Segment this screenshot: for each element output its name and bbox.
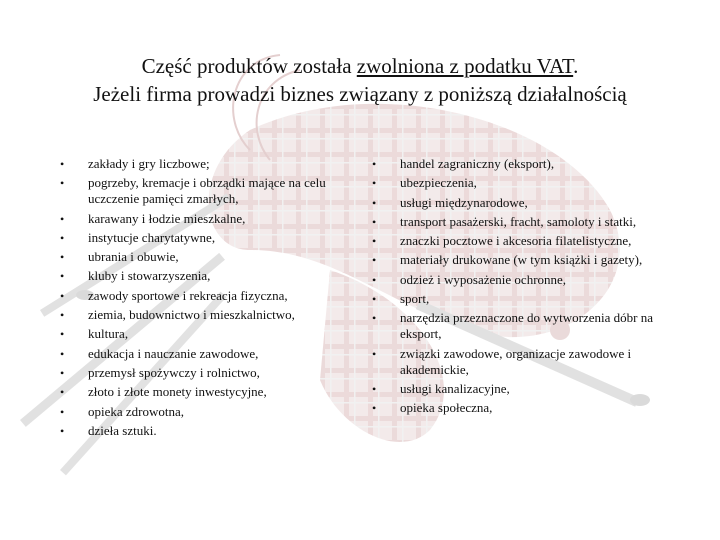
- bullet-icon: •: [372, 195, 377, 210]
- list-item-text: przemysł spożywczy i rolnictwo,: [88, 364, 260, 380]
- list-item: [372, 381, 690, 397]
- list-item: [372, 346, 690, 378]
- list-item-text: instytucje charytatywne,: [88, 229, 216, 245]
- list-item-text: ubezpieczenia,: [400, 175, 477, 191]
- list-item-text: opieka zdrowotna,: [88, 403, 185, 419]
- right-exempt-list: [372, 156, 690, 420]
- bullet-icon: •: [60, 269, 65, 284]
- list-item: [60, 288, 350, 304]
- bullet-icon: •: [60, 211, 65, 226]
- list-item-text: złoto i złote monety inwestycyjne,: [88, 384, 267, 400]
- list-item: [60, 156, 350, 172]
- list-item-text: odzież i wyposażenie ochronne,: [400, 271, 567, 287]
- list-item: [60, 384, 350, 400]
- list-item: [60, 268, 350, 284]
- list-item: [372, 400, 690, 416]
- bullet-icon: •: [60, 230, 65, 245]
- bullet-icon: •: [60, 404, 65, 419]
- list-item: [60, 404, 350, 420]
- title-line-1: [0, 52, 720, 80]
- list-item-text: narzędzia przeznaczone do wytworzenia dóbr na eksport,: [400, 310, 653, 342]
- title-vat-exemption-underlined: zwolniona z podatku VAT: [356, 54, 574, 78]
- list-item: [60, 346, 350, 362]
- list-item-text: materiały drukowane (w tym książki i gazety),: [400, 252, 643, 268]
- bullet-icon: •: [60, 365, 65, 380]
- bullet-icon: •: [372, 253, 377, 268]
- list-item: [60, 230, 350, 246]
- list-item: [372, 233, 690, 249]
- bullet-icon: •: [60, 176, 65, 191]
- list-item: [372, 156, 690, 172]
- list-item-text: znaczki pocztowe i akcesoria filatelistyczne,: [400, 233, 632, 249]
- list-item: [372, 272, 690, 288]
- list-item-text: opieka społeczna,: [400, 400, 493, 416]
- list-item-text: transport pasażerski, fracht, samoloty i statki,: [400, 213, 637, 229]
- list-item: [372, 310, 690, 342]
- title-line-2: Jeżeli firma prowadzi biznes związany z poniższą działalnością: [93, 82, 627, 106]
- list-item: [372, 214, 690, 230]
- bullet-icon: •: [372, 157, 377, 171]
- list-item: [60, 326, 350, 342]
- list-item: [372, 195, 690, 211]
- bullet-icon: •: [372, 176, 377, 191]
- list-item: [372, 291, 690, 307]
- list-item: [60, 307, 350, 323]
- list-item-text: kultura,: [88, 326, 129, 342]
- bullet-icon: •: [372, 272, 377, 287]
- list-item-text: karawany i łodzie mieszkalne,: [88, 210, 246, 226]
- bullet-icon: •: [60, 288, 65, 303]
- list-item-text: sport,: [400, 291, 430, 307]
- bullet-icon: •: [60, 346, 65, 361]
- title-line-1-end: .: [573, 54, 579, 78]
- list-item-text: kluby i stowarzyszenia,: [88, 268, 211, 284]
- list-item: [60, 365, 350, 381]
- bullet-icon: •: [60, 157, 65, 171]
- list-item-text: usługi kanalizacyjne,: [400, 380, 510, 396]
- list-item-text: usługi międzynarodowe,: [400, 194, 528, 210]
- bullet-icon: •: [372, 292, 377, 307]
- slide-title: [0, 52, 720, 108]
- list-item-text: zakłady i gry liczbowe;: [88, 156, 210, 171]
- bullet-icon: •: [60, 385, 65, 400]
- list-item: [60, 423, 350, 439]
- list-item-text: dzieła sztuki.: [88, 422, 157, 438]
- bullet-icon: •: [60, 308, 65, 323]
- list-item: [60, 175, 350, 207]
- list-item-text: pogrzeby, kremacje i obrządki mające na celu uczczenie pamięci zmarłych,: [88, 175, 326, 207]
- bullet-icon: •: [372, 381, 377, 396]
- list-item-text: ubrania i obuwie,: [88, 249, 179, 265]
- bullet-icon: •: [60, 327, 65, 342]
- bullet-icon: •: [372, 214, 377, 229]
- bullet-icon: •: [372, 234, 377, 249]
- left-exempt-list: [60, 156, 350, 442]
- bullet-icon: •: [60, 423, 65, 438]
- bullet-icon: •: [60, 250, 65, 265]
- list-item: [60, 211, 350, 227]
- list-item-text: zawody sportowe i rekreacja fizyczna,: [88, 287, 288, 303]
- bullet-icon: •: [372, 401, 377, 416]
- list-item: [60, 249, 350, 265]
- list-item-text: ziemia, budownictwo i mieszkalnictwo,: [88, 307, 295, 323]
- list-item: [372, 175, 690, 191]
- title-line-1-start: Część produktów została: [141, 54, 357, 78]
- bullet-icon: •: [372, 346, 377, 361]
- list-item-text: handel zagraniczny (eksport),: [400, 156, 555, 171]
- list-item-text: edukacja i nauczanie zawodowe,: [88, 345, 259, 361]
- list-item-text: związki zawodowe, organizacje zawodowe i akademickie,: [400, 345, 632, 377]
- bullet-icon: •: [372, 311, 377, 326]
- list-item: [372, 252, 690, 268]
